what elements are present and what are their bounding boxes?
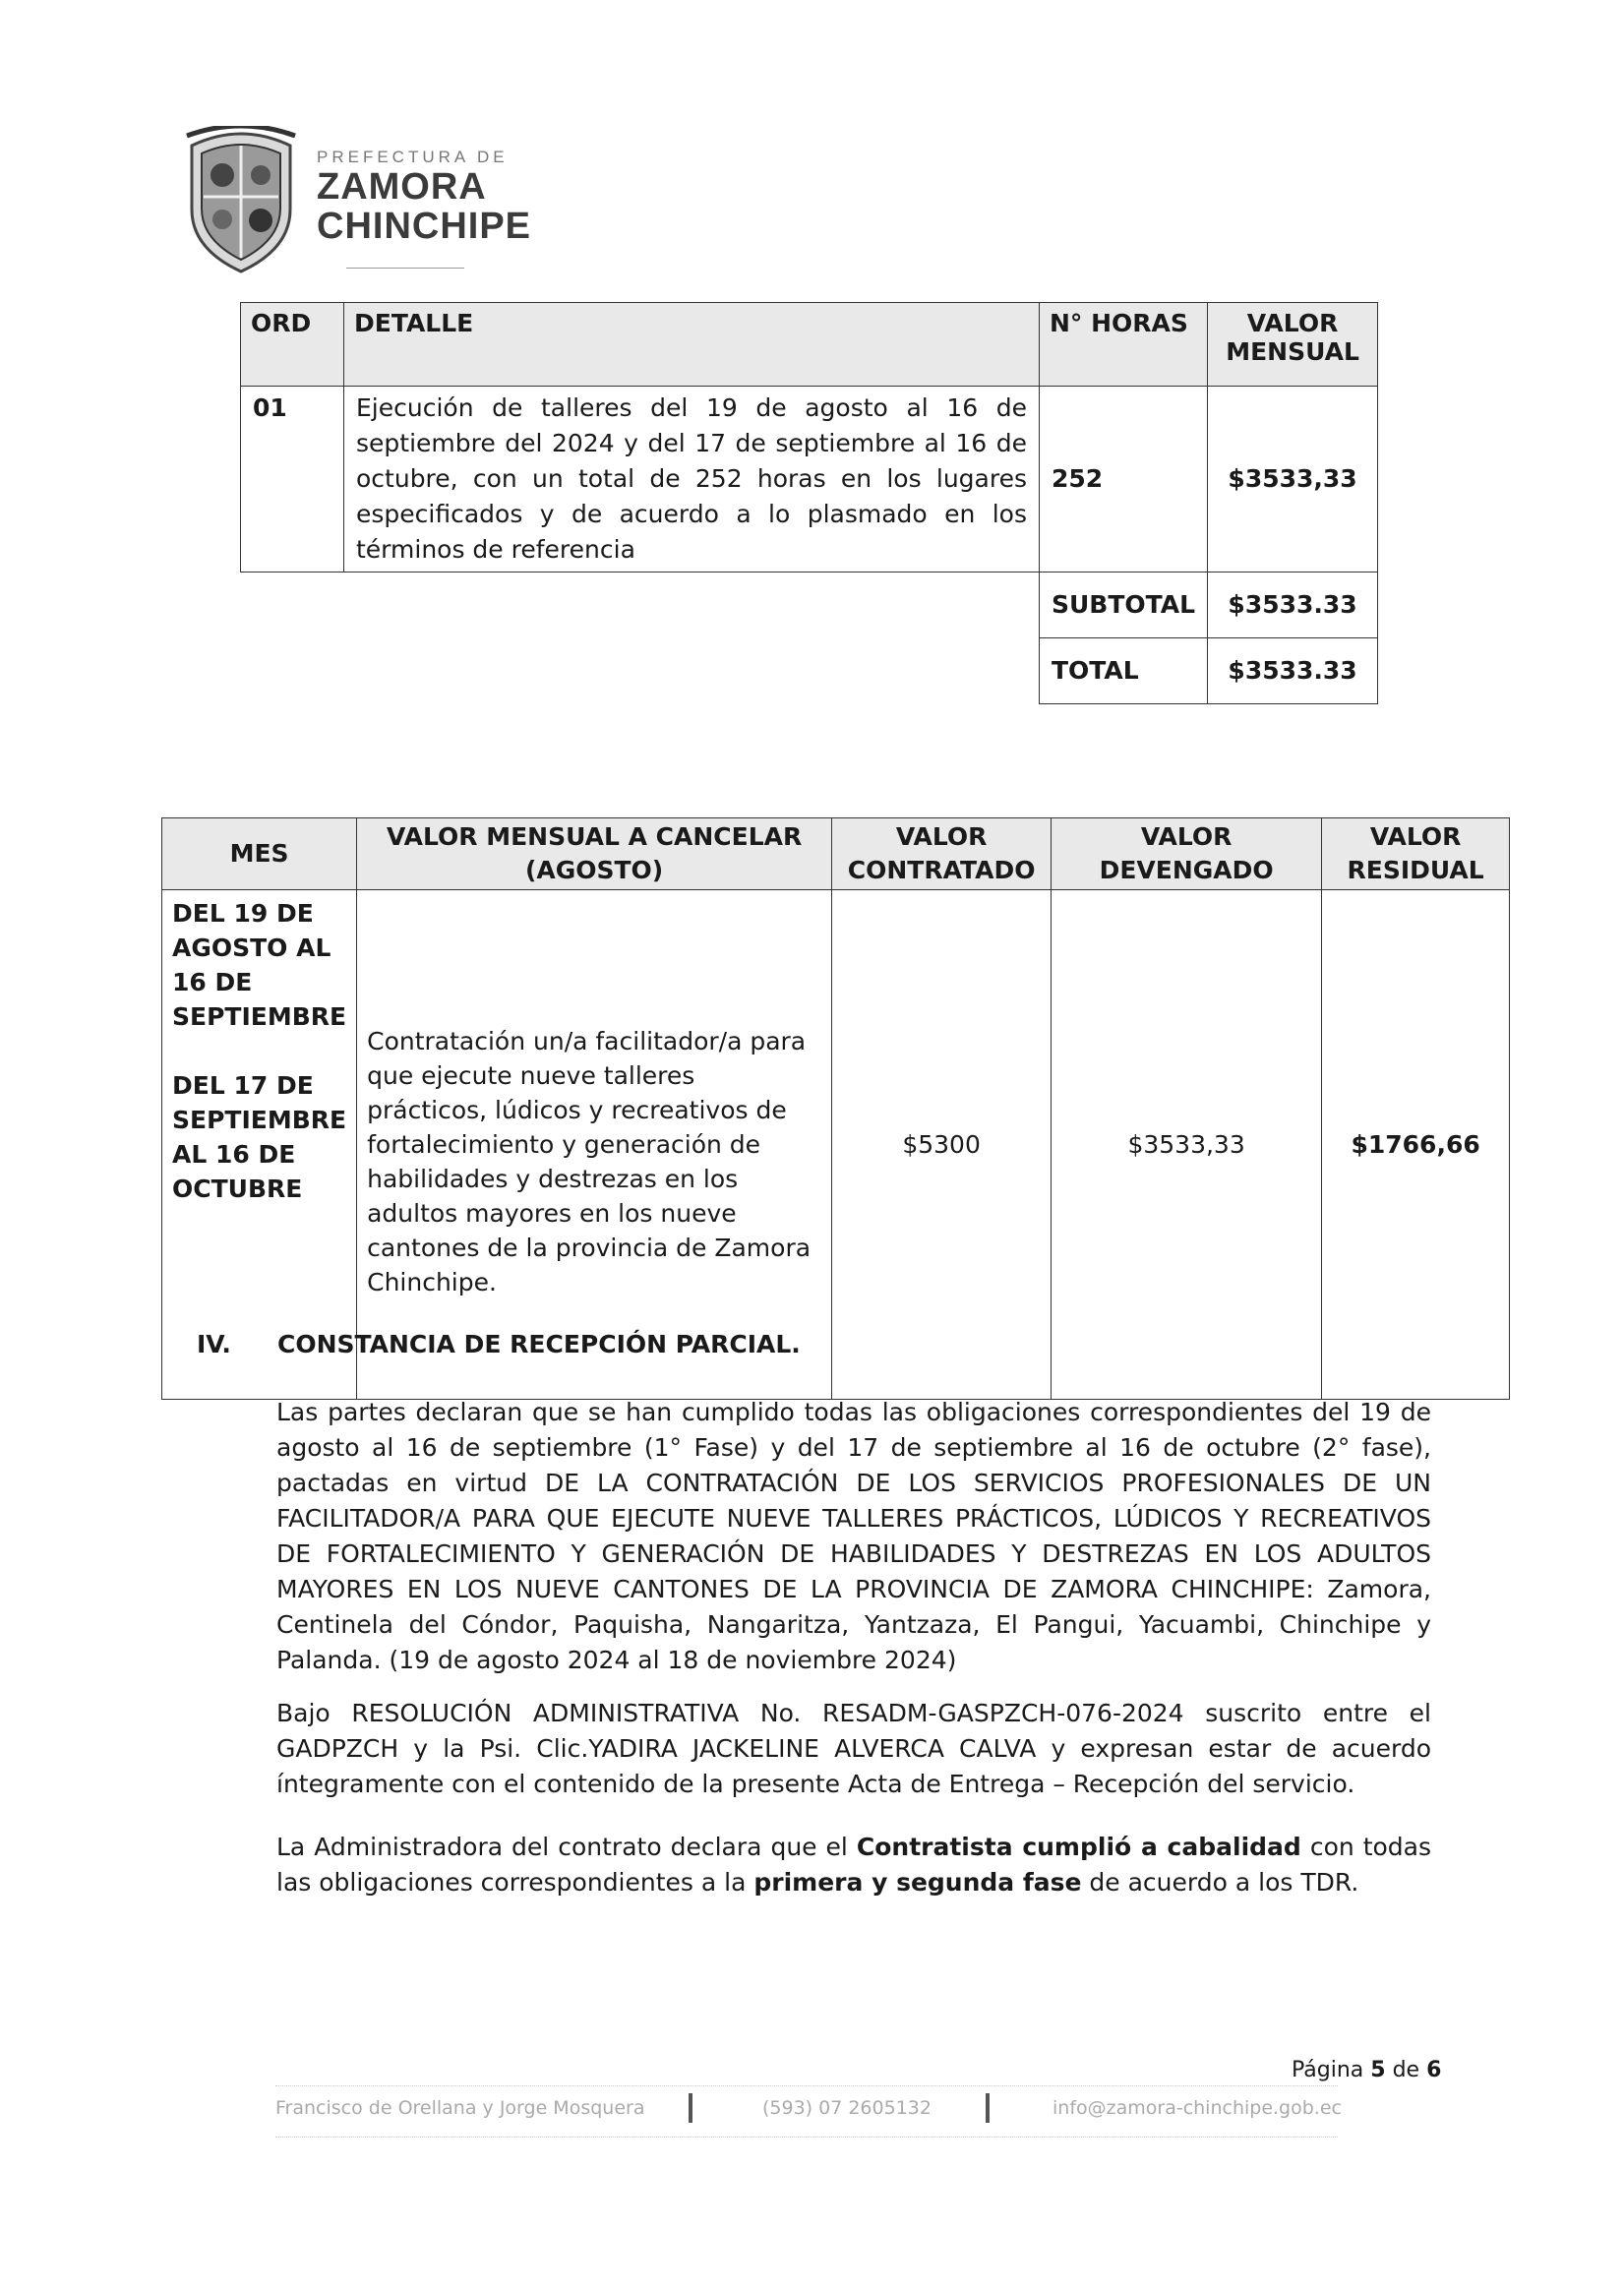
- mes-line: DEL 17 DE: [172, 1071, 314, 1100]
- header-detalle: DETALLE: [344, 303, 1040, 387]
- header-valor-residual: [1322, 818, 1510, 890]
- total-value: $3533.33: [1208, 638, 1378, 704]
- declaration-bold: Contratista cumplió a cabalidad: [856, 1833, 1301, 1861]
- subtotal-label: SUBTOTAL: [1040, 572, 1208, 638]
- paragraph-declaration: [276, 1830, 1431, 1900]
- table-row: [241, 387, 1378, 572]
- mes-line: AL 16 DE: [172, 1140, 296, 1169]
- section-number: IV.: [197, 1330, 231, 1358]
- cell-horas: 252: [1040, 387, 1208, 572]
- footer-divider: [275, 2137, 1338, 2138]
- declaration-bold: primera y segunda fase: [753, 1868, 1082, 1897]
- total-label: TOTAL: [1040, 638, 1208, 704]
- subtotal-value: $3533.33: [1208, 572, 1378, 638]
- org-name-line2: CHINCHIPE: [317, 206, 532, 247]
- table-header-row: [162, 818, 1510, 890]
- footer-email: info@zamora-chinchipe.gob.ec: [1053, 2097, 1342, 2119]
- page-prefix: Página: [1292, 2058, 1371, 2082]
- org-small-label: PREFECTURA DE: [317, 148, 509, 166]
- header-valor-line1: VALOR: [1246, 309, 1339, 337]
- header-residual-line1: VALOR: [1369, 822, 1462, 851]
- footer-divider: [275, 2085, 1338, 2086]
- page-mid: de: [1385, 2058, 1427, 2082]
- header-horas: N° HORAS: [1040, 303, 1208, 387]
- declaration-text: con todas las obligaciones correspondientes a la: [276, 1833, 1432, 1897]
- page-total: 6: [1426, 2058, 1442, 2082]
- payment-table: [161, 817, 1510, 1400]
- cell-devengado: $3533,33: [1052, 890, 1322, 1400]
- table-header-row: [241, 303, 1378, 387]
- footer-address: Francisco de Orellana y Jorge Mosquera: [275, 2097, 645, 2119]
- paragraph-resolution: Bajo RESOLUCIÓN ADMINISTRATIVA No. RESADM-GASPZCH-076-2024 suscrito entre el GADPZCH y la Psi. Clic.YADIRA JACKELINE ALVERCA CALVA y expresan estar de acuerdo íntegramente con el contenido de la presente Acta de Entrega – Recepción del servicio.: [276, 1699, 1431, 1798]
- cell-description: Contratación un/a facilitador/a para que ejecute nueve talleres prácticos, lúdicos y recreativos de fortalecimiento y generación de habilidades y destrezas en los adultos mayores en los nueve cantones de la provincia de Zamora Chinchipe.: [357, 890, 832, 1400]
- cell-residual: $1766,66: [1322, 890, 1510, 1400]
- header-devengado-line2: DEVENGADO: [1099, 856, 1274, 884]
- org-name-line1: ZAMORA: [317, 166, 487, 208]
- declaration-text: de acuerdo a los TDR.: [1081, 1868, 1359, 1897]
- footer-phone: (593) 07 2605132: [762, 2097, 932, 2119]
- header-devengado-line1: VALOR: [1140, 822, 1233, 851]
- cell-mes: [162, 890, 357, 1400]
- organization-name: [317, 148, 531, 246]
- header-valor-mensual: [1208, 303, 1378, 387]
- total-row: [241, 638, 1378, 704]
- header-contratado-line1: VALOR: [895, 822, 988, 851]
- header-contratado-line2: CONTRATADO: [847, 856, 1036, 884]
- header-ord: ORD: [241, 303, 344, 387]
- cell-valor: $3533,33: [1208, 387, 1378, 572]
- mes-line: 16 DE: [172, 968, 253, 996]
- mes-line: DEL 19 DE: [172, 899, 314, 928]
- table-row: [162, 890, 1510, 1400]
- cell-detalle: Ejecución de talleres del 19 de agosto al 16 de septiembre del 2024 y del 17 de septiembre al 16 de octubre, con un total de 252 horas en los lugares especificados y de acuerdo a lo plasmado en los términos de referencia: [344, 387, 1040, 572]
- header-valor-devengado: [1052, 818, 1322, 890]
- header-valor-mensual-cancelar: [357, 818, 832, 890]
- header-mes: MES: [162, 818, 357, 890]
- header-vm-line2: (AGOSTO): [524, 856, 664, 884]
- cell-contratado: $5300: [832, 890, 1052, 1400]
- footer-separator: [986, 2093, 990, 2123]
- services-table: [240, 302, 1378, 704]
- mes-line: SEPTIEMBRE: [172, 1002, 347, 1031]
- header-divider: [346, 268, 464, 269]
- header-valor-contratado: [832, 818, 1052, 890]
- header-vm-line1: VALOR MENSUAL A CANCELAR: [386, 822, 803, 851]
- footer-separator: [689, 2093, 692, 2123]
- mes-line: OCTUBRE: [172, 1175, 303, 1203]
- paragraph-obligations: Las partes declaran que se han cumplido todas las obligaciones correspondientes del 19 de agosto al 16 de septiembre (1° Fase) y del 17 de septiembre al 16 de octubre (2° fase), pactadas en virtud DE LA CONTRATACIÓN DE LOS SERVICIOS PROFESIONALES DE UN FACILITADOR/A PARA QUE EJECUTE NUEVE TALLERES PRÁCTICOS, LÚDICOS Y RECREATIVOS DE FORTALECIMIENTO Y GENERACIÓN DE HABILIDADES Y DESTREZAS EN LOS ADULTOS MAYORES EN LOS NUEVE CANTONES DE LA PROVINCIA DE ZAMORA CHINCHIPE: Zamora, Centinela del Cóndor, Paquisha, Nangaritza, Yantzaza, El Pangui, Yacuambi, Chinchipe y Palanda. (19 de agosto 2024 al 18 de noviembre 2024): [276, 1398, 1431, 1674]
- section-heading: [197, 1330, 801, 1358]
- subtotal-row: [241, 572, 1378, 638]
- header-valor-line2: MENSUAL: [1226, 337, 1359, 366]
- page-current: 5: [1370, 2058, 1386, 2082]
- page-number: [1292, 2058, 1441, 2082]
- section-title: CONSTANCIA DE RECEPCIÓN PARCIAL.: [277, 1330, 801, 1358]
- cell-ord: 01: [241, 387, 344, 572]
- prefectura-shield-logo: [177, 126, 305, 273]
- mes-line: SEPTIEMBRE: [172, 1106, 347, 1134]
- header-residual-line2: RESIDUAL: [1347, 856, 1484, 884]
- declaration-text: La Administradora del contrato declara que el: [276, 1833, 857, 1861]
- mes-line: AGOSTO AL: [172, 934, 331, 962]
